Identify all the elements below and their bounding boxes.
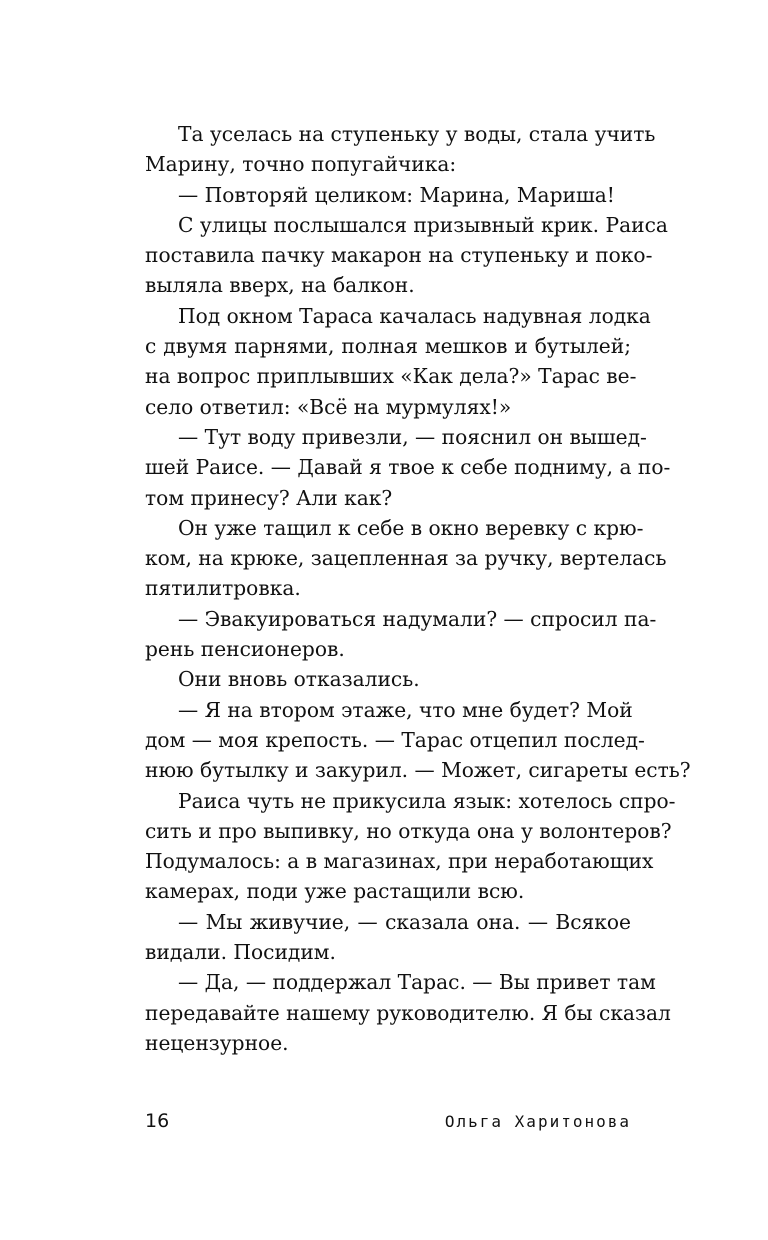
text-line: ком, на крюке, зацепленная за ручку, вертелась: [145, 546, 667, 571]
paragraph: [145, 513, 667, 604]
text-line: шей Раисе. — Давай я твое к себе подниму, а по-: [145, 455, 671, 480]
paragraph: [145, 119, 656, 180]
paragraph: [145, 180, 631, 210]
body-text: [145, 119, 691, 1058]
text-line: Они вновь отказались.: [178, 667, 420, 692]
author-name: Ольга Харитонова: [444, 1112, 631, 1131]
paragraph: [145, 301, 651, 422]
text-line: Под окном Тараса качалась надувная лодка: [178, 303, 651, 328]
text-line: — Мы живучие, — сказала она. — Всякое: [178, 909, 631, 934]
text-line: нюю бутылку и закурил. — Может, сигареты есть?: [145, 758, 691, 783]
text-line: пятилитровка.: [145, 576, 301, 601]
text-line: камерах, поди уже растащили всю.: [145, 879, 525, 904]
page-footer: [145, 1108, 631, 1142]
paragraph: [145, 604, 657, 665]
text-line: Он уже тащил к себе в окно веревку с крю-: [178, 515, 644, 540]
text-line: Марину, точно попугайчика:: [145, 152, 457, 177]
text-line: сить и про выпивку, но откуда она у волонтеров?: [145, 818, 672, 843]
text-line: дом — моя крепость. — Тарас отцепил послед-: [145, 727, 645, 752]
text-line: — Эвакуироваться надумали? — спросил па-: [178, 606, 657, 631]
paragraph: [145, 210, 668, 301]
text-line: С улицы послышался призывный крик. Раиса: [178, 212, 668, 237]
text-line: на вопрос приплывших «Как дела?» Тарас ве-: [145, 364, 637, 389]
text-line: с двумя парнями, полная мешков и бутылей;: [145, 334, 631, 359]
text-line: видали. Посидим.: [145, 940, 336, 965]
text-line: — Повторяй целиком: Марина, Мариша!: [178, 182, 615, 207]
paragraph: [145, 967, 671, 1058]
paragraph: [145, 907, 631, 968]
text-line: передавайте нашему руководителю. Я бы сказал: [145, 1000, 671, 1025]
text-line: — Да, — поддержал Тарас. — Вы привет там: [178, 970, 656, 995]
text-line: Раиса чуть не прикусила язык: хотелось спро-: [178, 788, 676, 813]
text-line: выляла вверх, на балкон.: [145, 273, 415, 298]
text-line: рень пенсионеров.: [145, 637, 345, 662]
text-line: Подумалось: а в магазинах, при неработающих: [145, 849, 654, 874]
paragraph: [145, 786, 676, 907]
paragraph: [145, 695, 691, 786]
text-line: село ответил: «Всё на мурмулях!»: [145, 394, 512, 419]
text-line: — Я на втором этаже, что мне будет? Мой: [178, 697, 633, 722]
text-line: том принесу? Али как?: [145, 485, 393, 510]
paragraph: [145, 664, 631, 694]
paragraph: [145, 422, 671, 513]
text-line: поставила пачку макарон на ступеньку и поко-: [145, 243, 653, 268]
text-line: — Тут воду привезли, — пояснил он вышед-: [178, 424, 647, 449]
text-line: Та уселась на ступеньку у воды, стала учить: [178, 122, 656, 146]
text-line: нецензурное.: [145, 1030, 289, 1055]
page-number: 16: [145, 1110, 170, 1132]
